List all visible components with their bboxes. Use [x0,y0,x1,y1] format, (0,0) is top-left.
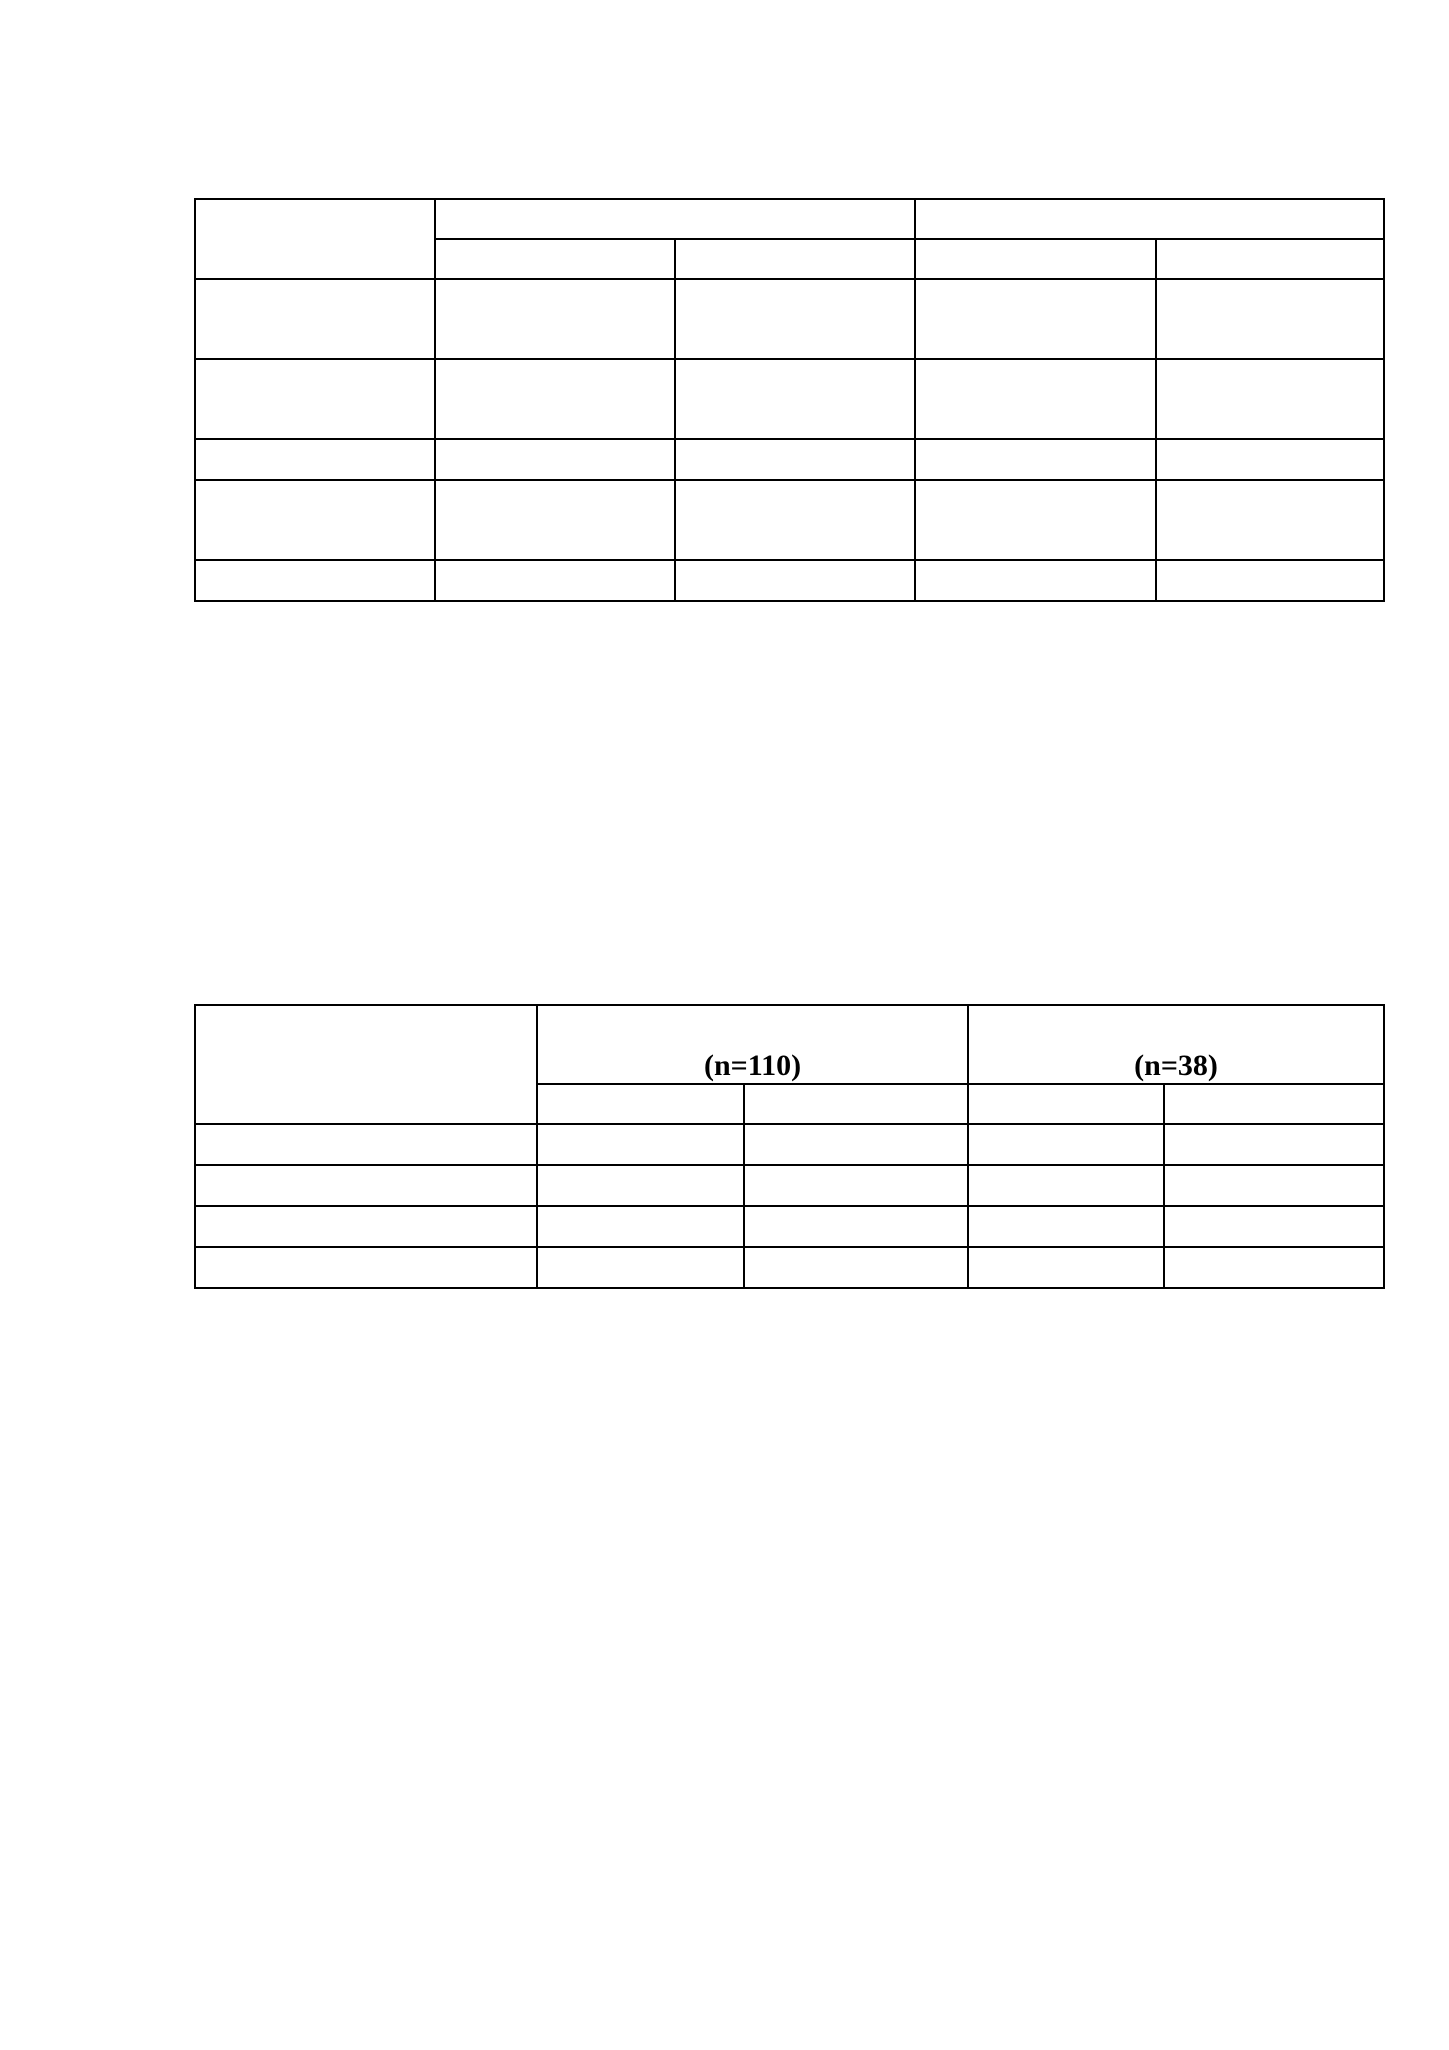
table-cell [744,1165,968,1206]
table-cell [435,279,675,359]
table-cell [915,480,1156,560]
table-cell [537,1206,744,1247]
table-2-subheader-cell [744,1084,968,1124]
table-cell [1156,279,1384,359]
table-cell [744,1247,968,1288]
table-cell [915,359,1156,439]
table-1-subheader-cell [915,239,1156,279]
table-cell [675,359,915,439]
table-cell [537,1247,744,1288]
table-2-subheader-cell [968,1084,1164,1124]
table-cell [968,1247,1164,1288]
table-cell [195,1247,537,1288]
table-cell [968,1206,1164,1247]
table-row [195,1247,1384,1288]
table-cell [675,480,915,560]
table-cell [1164,1165,1384,1206]
table-2-subheader-cell [537,1084,744,1124]
table-cell [1156,480,1384,560]
table-cell [968,1165,1164,1206]
table-cell [915,279,1156,359]
table-row [195,480,1384,560]
table-cell [195,1206,537,1247]
table-cell [915,439,1156,480]
table-row [195,359,1384,439]
table-2-header-row-1 [195,1005,1384,1084]
table-cell [1156,560,1384,601]
table-cell [195,439,435,480]
table-cell [195,279,435,359]
table-cell [675,439,915,480]
table-1 [194,198,1385,602]
table-1-corner-cell [195,199,435,279]
table-1-group-header-1 [435,199,915,239]
table-2-group-header-1 [537,1005,968,1084]
table-cell [1156,359,1384,439]
table-cell [1156,439,1384,480]
table-2-group-header-2 [968,1005,1384,1084]
table-cell [968,1124,1164,1165]
table-2-subheader-cell [1164,1084,1384,1124]
table-row [195,560,1384,601]
table-cell [1164,1206,1384,1247]
table-cell [435,480,675,560]
table-1-header-row-1 [195,199,1384,239]
table-cell [915,560,1156,601]
table-row [195,279,1384,359]
group-header-label: (n=110) [703,1049,802,1082]
table-cell [537,1124,744,1165]
table-cell [1164,1247,1384,1288]
table-cell [195,1124,537,1165]
table-cell [435,439,675,480]
table-row [195,439,1384,480]
table-cell [195,480,435,560]
table-row [195,1206,1384,1247]
table-cell [744,1124,968,1165]
table-1-subheader-cell [675,239,915,279]
table-cell [744,1206,968,1247]
table-1-subheader-cell [1156,239,1384,279]
table-cell [435,359,675,439]
table-cell [675,279,915,359]
table-2 [194,1004,1385,1289]
table-2-corner-cell [195,1005,537,1124]
table-row [195,1124,1384,1165]
table-cell [675,560,915,601]
table-row [195,1165,1384,1206]
group-header-label: (n=38) [1134,1049,1218,1082]
table-cell [195,1165,537,1206]
table-1-group-header-2 [915,199,1384,239]
table-cell [195,560,435,601]
table-1-subheader-cell [435,239,675,279]
table-cell [1164,1124,1384,1165]
table-cell [195,359,435,439]
table-cell [537,1165,744,1206]
table-cell [435,560,675,601]
